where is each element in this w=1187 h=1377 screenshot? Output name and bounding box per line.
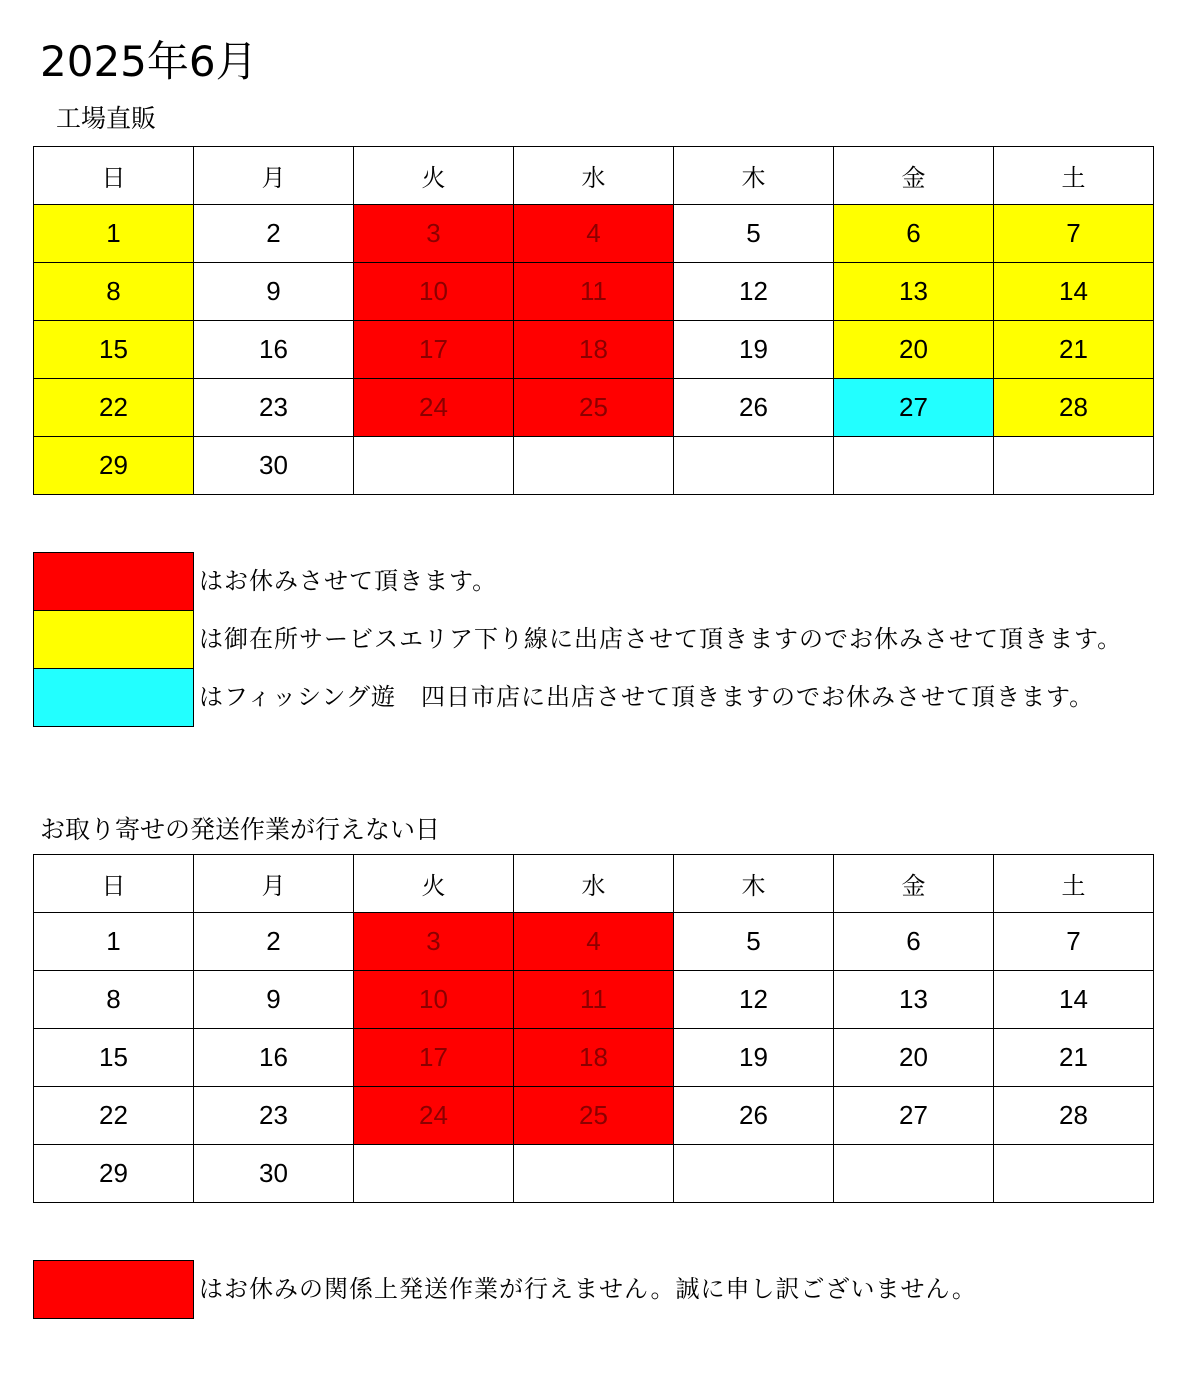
day-cell: 16 [194,1029,354,1087]
legend-swatch [33,668,194,727]
week-row [34,1029,1154,1087]
weekday-header-row [34,147,1154,205]
weekday-header: 金 [834,855,994,913]
day-cell: 15 [34,1029,194,1087]
day-cell: 19 [674,321,834,379]
day-cell: 12 [674,971,834,1029]
day-cell: 8 [34,971,194,1029]
legend-text: はお休みさせて頂きます。 [199,567,498,595]
day-cell: 21 [994,321,1154,379]
weekday-header: 日 [34,147,194,205]
factory-calendar [33,146,1154,495]
day-cell: 30 [194,1145,354,1203]
day-cell: 13 [834,263,994,321]
day-cell: 20 [834,1029,994,1087]
day-cell: 26 [674,1087,834,1145]
day-cell: 17 [354,321,514,379]
day-cell: 5 [674,913,834,971]
factory-subtitle: 工場直販 [56,104,157,133]
empty-cell [994,437,1154,495]
weekday-header: 水 [514,147,674,205]
day-cell: 14 [994,971,1154,1029]
weekday-header: 水 [514,855,674,913]
day-cell: 6 [834,205,994,263]
day-cell: 26 [674,379,834,437]
shipping-subtitle: お取り寄せの発送作業が行えない日 [40,815,441,844]
week-row [34,263,1154,321]
weekday-header: 日 [34,855,194,913]
day-cell: 4 [514,205,674,263]
empty-cell [354,1145,514,1203]
day-cell: 9 [194,971,354,1029]
weekday-header: 火 [354,855,514,913]
week-row [34,1087,1154,1145]
day-cell: 7 [994,913,1154,971]
day-cell: 4 [514,913,674,971]
weekday-header: 木 [674,855,834,913]
legend-text: はフィッシング遊 四日市店に出店させて頂きますのでお休みさせて頂きます。 [199,683,1095,711]
day-cell: 1 [34,205,194,263]
legend-swatch [33,1260,194,1319]
day-cell: 27 [834,1087,994,1145]
day-cell: 20 [834,321,994,379]
day-cell: 5 [674,205,834,263]
legend-swatch [33,552,194,611]
day-cell: 18 [514,321,674,379]
weekday-header: 金 [834,147,994,205]
day-cell: 8 [34,263,194,321]
weekday-header-row [34,855,1154,913]
day-cell: 28 [994,379,1154,437]
empty-cell [354,437,514,495]
week-row [34,1145,1154,1203]
day-cell: 12 [674,263,834,321]
day-cell: 18 [514,1029,674,1087]
day-cell: 9 [194,263,354,321]
day-cell: 10 [354,263,514,321]
day-cell: 22 [34,1087,194,1145]
page-title: 2025年6月 [40,37,258,86]
day-cell: 23 [194,379,354,437]
day-cell: 11 [514,971,674,1029]
day-cell: 13 [834,971,994,1029]
day-cell: 11 [514,263,674,321]
day-cell: 2 [194,913,354,971]
weekday-header: 木 [674,147,834,205]
day-cell: 16 [194,321,354,379]
day-cell: 19 [674,1029,834,1087]
day-cell: 21 [994,1029,1154,1087]
weekday-header: 火 [354,147,514,205]
legend-text: はお休みの関係上発送作業が行えません。誠に申し訳ございません。 [199,1275,977,1303]
day-cell: 24 [354,1087,514,1145]
day-cell: 3 [354,205,514,263]
day-cell: 2 [194,205,354,263]
week-row [34,437,1154,495]
shipping-calendar [33,854,1154,1203]
week-row [34,205,1154,263]
legend-text: は御在所サービスエリア下り線に出店させて頂きますのでお休みさせて頂きます。 [199,625,1123,653]
day-cell: 15 [34,321,194,379]
empty-cell [834,437,994,495]
day-cell: 29 [34,1145,194,1203]
legend-swatch [33,610,194,669]
day-cell: 28 [994,1087,1154,1145]
empty-cell [674,437,834,495]
day-cell: 23 [194,1087,354,1145]
day-cell: 25 [514,1087,674,1145]
day-cell: 17 [354,1029,514,1087]
day-cell: 25 [514,379,674,437]
empty-cell [994,1145,1154,1203]
empty-cell [514,437,674,495]
day-cell: 24 [354,379,514,437]
day-cell: 14 [994,263,1154,321]
day-cell: 3 [354,913,514,971]
week-row [34,321,1154,379]
day-cell: 7 [994,205,1154,263]
weekday-header: 土 [994,147,1154,205]
empty-cell [674,1145,834,1203]
week-row [34,379,1154,437]
day-cell: 29 [34,437,194,495]
day-cell: 27 [834,379,994,437]
weekday-header: 土 [994,855,1154,913]
week-row [34,913,1154,971]
day-cell: 22 [34,379,194,437]
week-row [34,971,1154,1029]
weekday-header: 月 [194,855,354,913]
day-cell: 30 [194,437,354,495]
day-cell: 1 [34,913,194,971]
empty-cell [834,1145,994,1203]
day-cell: 6 [834,913,994,971]
empty-cell [514,1145,674,1203]
weekday-header: 月 [194,147,354,205]
day-cell: 10 [354,971,514,1029]
